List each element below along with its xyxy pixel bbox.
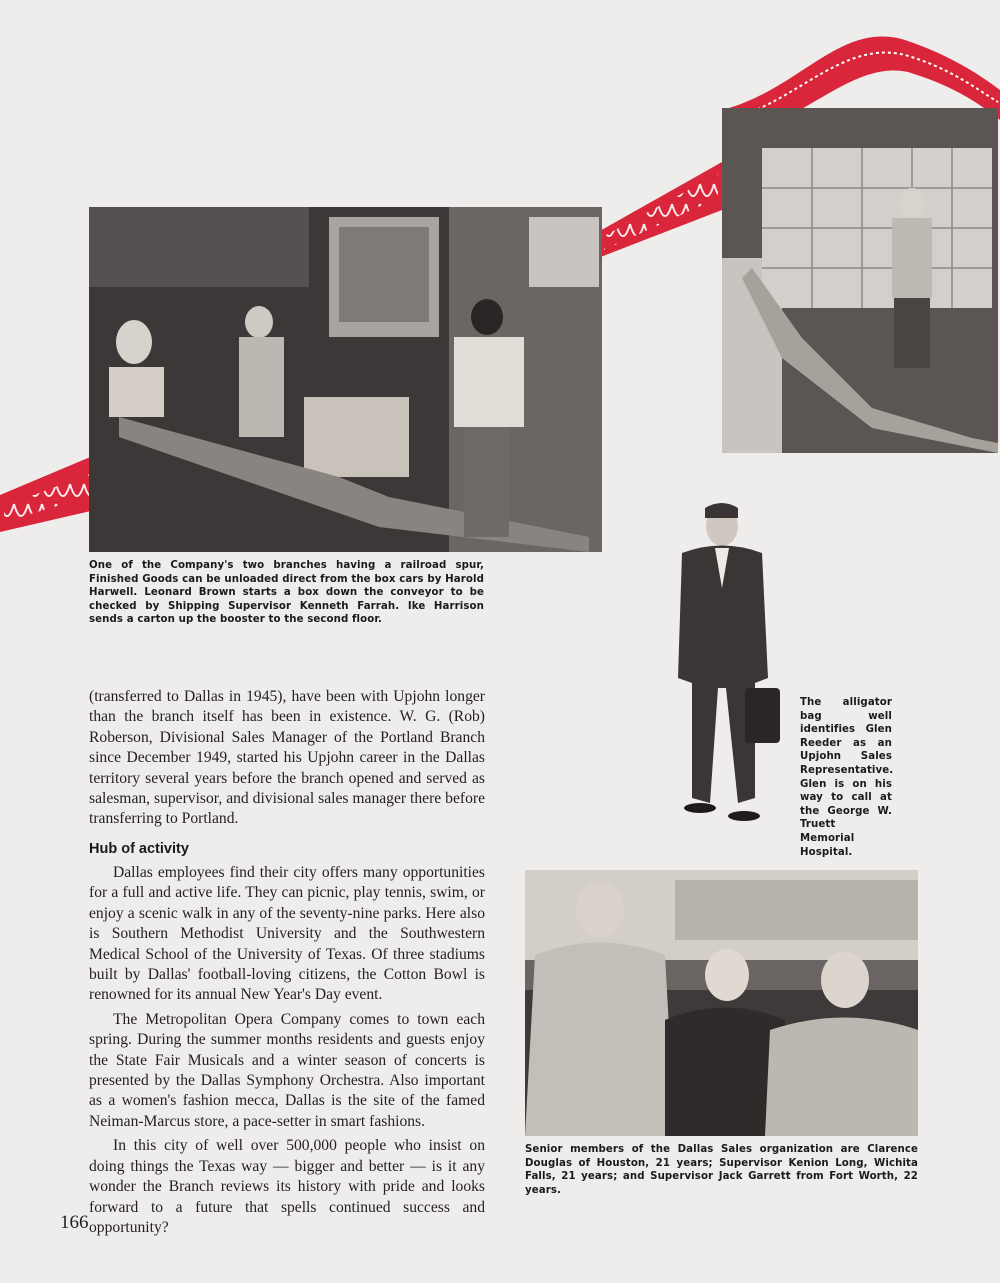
photo-sales-representative [660, 498, 785, 828]
paragraph-parks: Dallas employees find their city offers many opportunities for a full and active life. They can picnic, play tennis, swim, or enjoy a scenic walk in any of the seventy-nine parks. Here also is Southern Methodist University and the Southwestern Medical School of the University of Texas. Of three stadiums built by Dallas' football-loving citizens, the Cotton Bowl is renowned for its annual New Year's Day event. [89, 864, 485, 1004]
caption-sales-representative: The alligator bag well identifies Glen Reeder as an Upjohn Sales Representative. Glen is on his way to call at the George W. Truett Memorial Hospital. [800, 697, 894, 858]
paragraph-closing: In this city of well over 500,000 people who insist on doing things the Texas way — bigger and better — is it any wonder the Branch reviews its history with pride and looks forward to a future that spells continued success and opportunity? [89, 1137, 485, 1236]
paragraph-intro: (transferred to Dallas in 1945), have been with Upjohn longer than the branch itself has been in existence. W. G. (Rob) Roberson, Divisional Sales Manager of the Portland Branch since December 1949, started his Upjohn career in the Dallas territory several years before the branch opened and served as salesman, supervisor, and divisional sales manager there before transferring to Portland. [89, 688, 485, 828]
article-intro [89, 687, 485, 830]
section-heading: Hub of activity [89, 841, 189, 857]
page-number: 166 [60, 1212, 89, 1233]
caption-senior-members: Senior members of the Dallas Sales organization are Clarence Douglas of Houston, 21 years; Supervisor Kenion Long, Wichita Falls, 21 years; and Supervisor Jack Garrett from Fort Worth, 22 years. [525, 1144, 918, 1196]
paragraph-opera: The Metropolitan Opera Company comes to town each spring. During the summer months residents and guests enjoy the State Fair Musicals and a winter season of concerts is presented by the Dallas Symphony Orchestra. Also important as a women's fashion mecca, Dallas is the site of the famed Neiman-Marcus store, a pace-setter in smart fashions. [89, 1010, 485, 1130]
photo-shipping-dock [89, 207, 602, 552]
photo-senior-members [525, 870, 918, 1136]
caption-shipping-dock: One of the Company's two branches having a railroad spur, Finished Goods can be unloaded direct from the box cars by Harold Harwell. Leonard Brown starts a box down the conveyor to be checked by Shipping Supervisor Kenneth Farrah. Ike Harrison sends a carton up the booster to the second floor. [89, 560, 484, 626]
photo-boxes-conveyor [722, 108, 998, 453]
article-section [89, 863, 485, 1238]
